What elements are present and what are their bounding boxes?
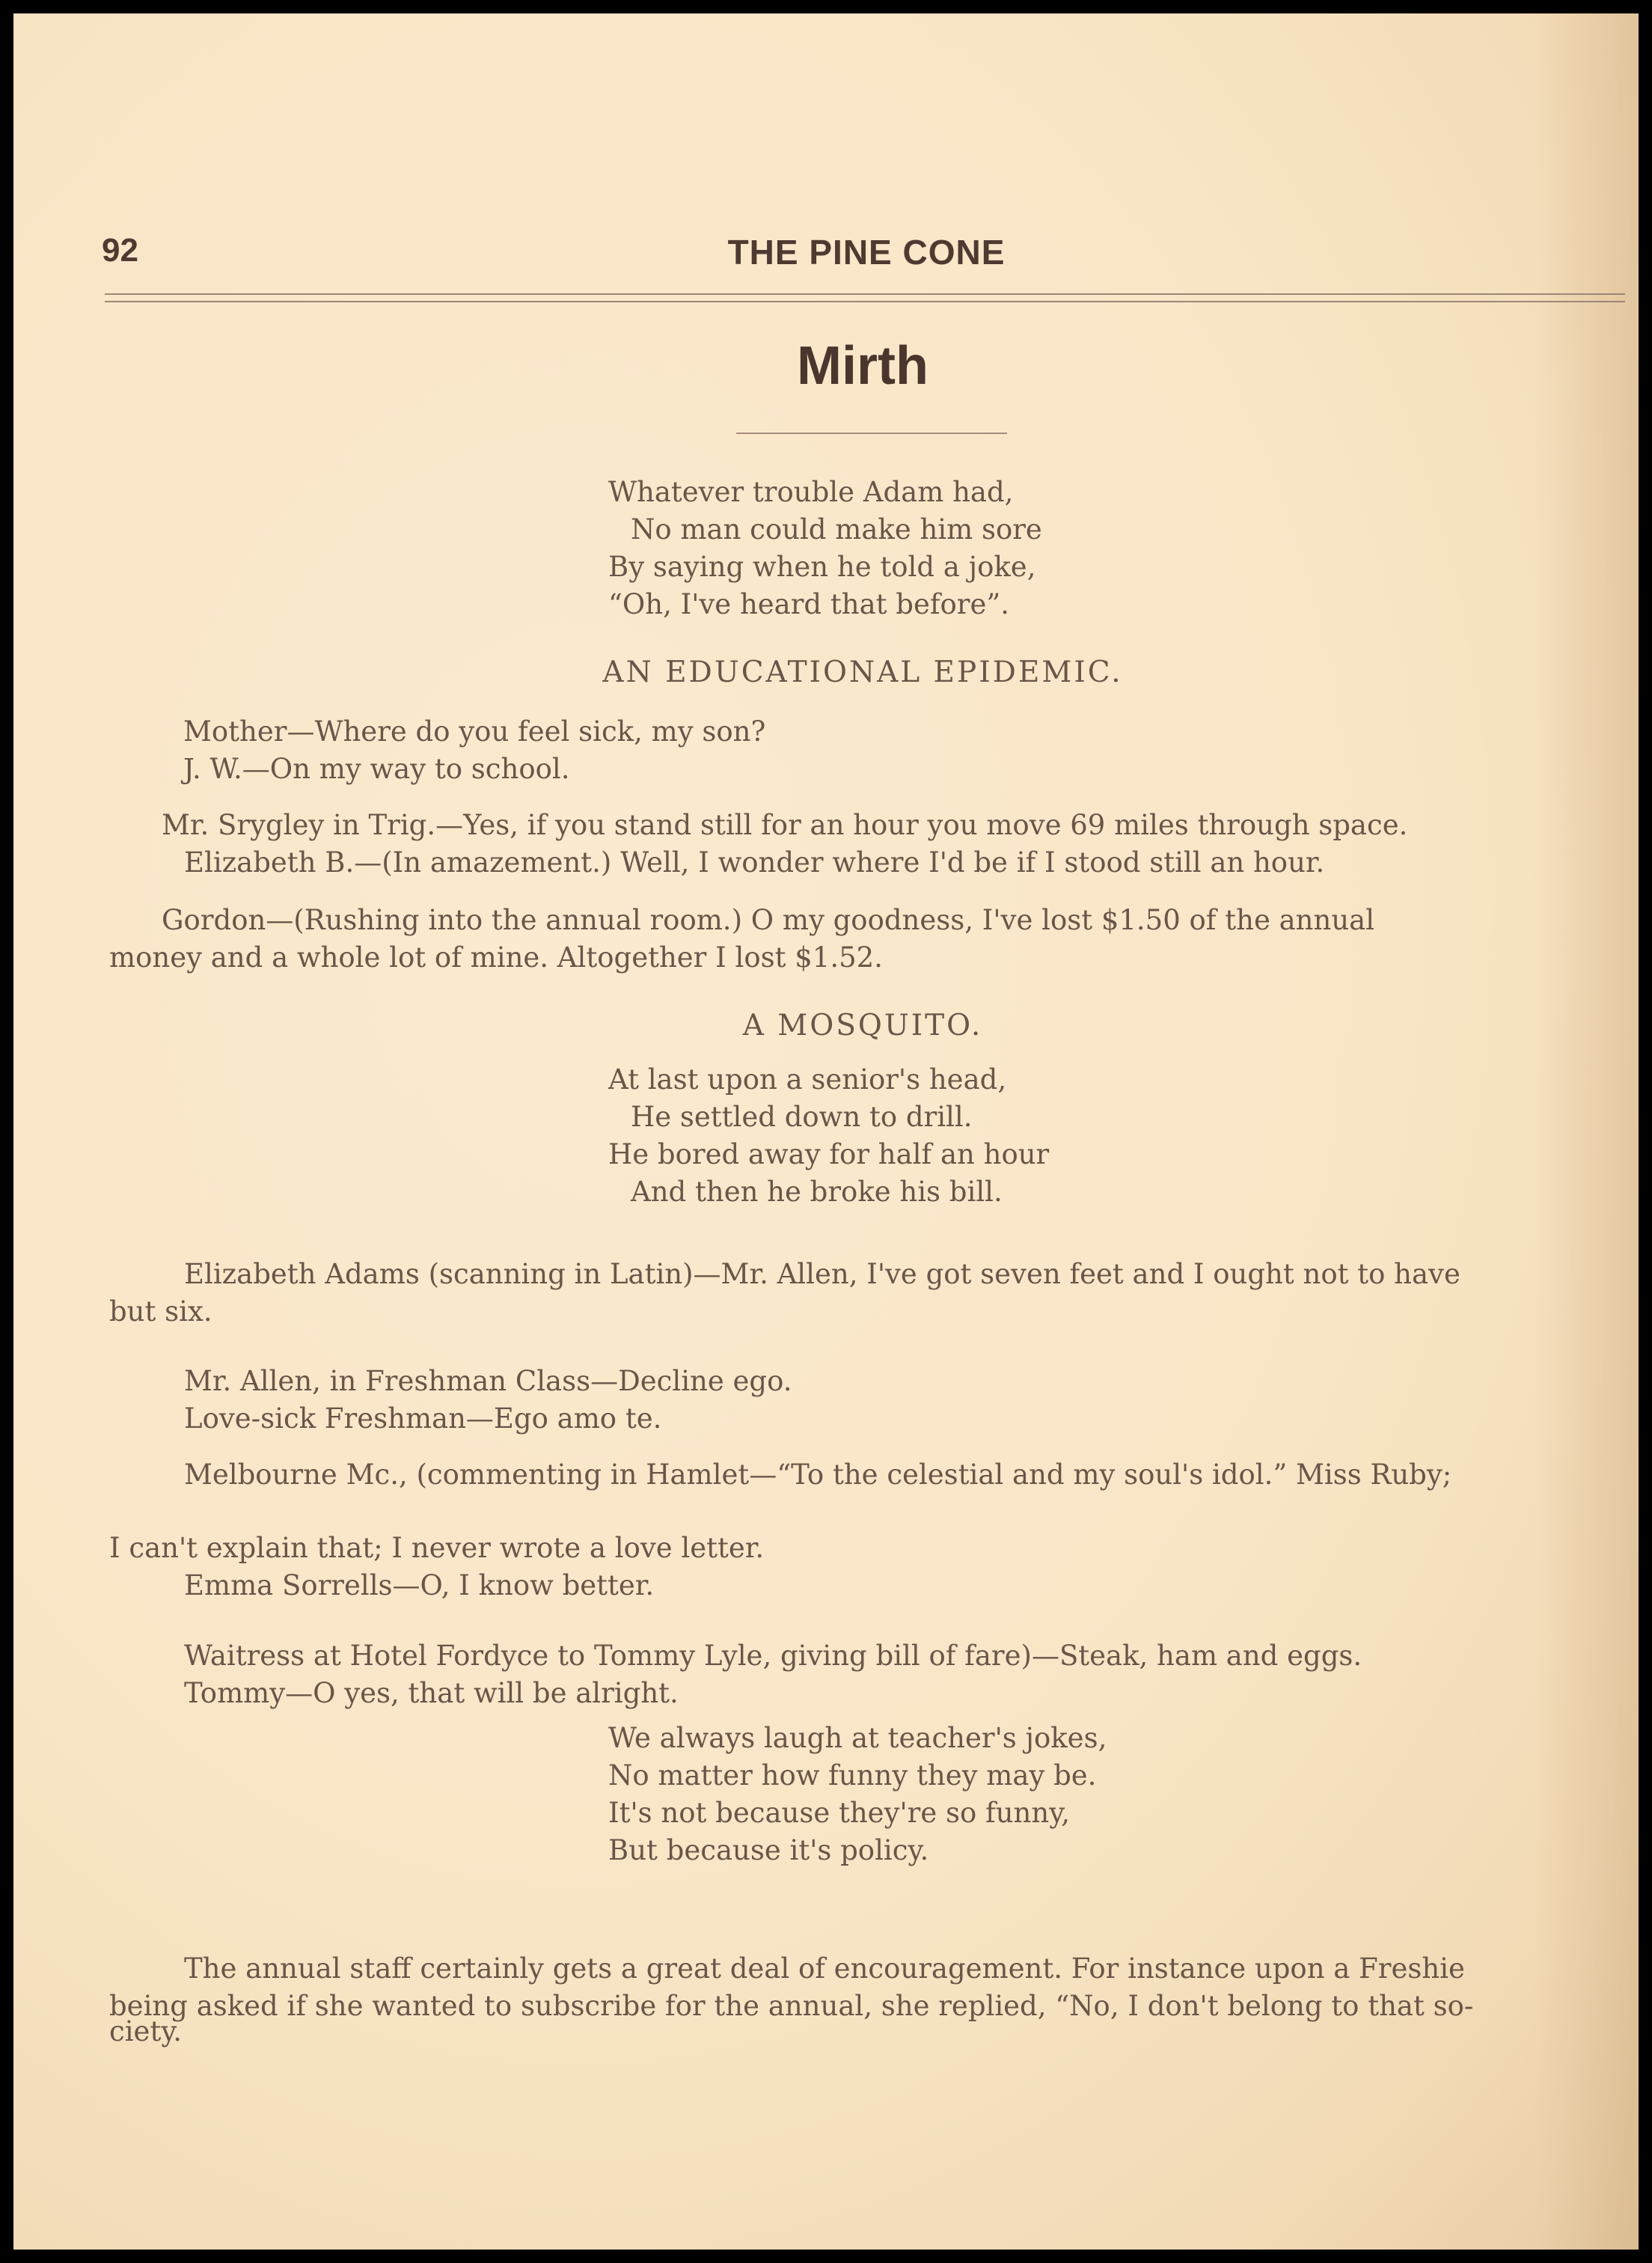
paragraph-melbourne-2 (109, 1530, 764, 1604)
dialog-allen (184, 1363, 792, 1438)
dialog-srygley (162, 807, 1407, 882)
paragraph-line: ciety. (109, 2015, 183, 2047)
dialog-line: Mr. Srygley in Trig.—Yes, if you stand still for an hour you move 69 miles through space. (162, 809, 1408, 841)
page-number: 92 (102, 232, 138, 269)
poem-line: He bored away for half an hour (608, 1138, 1050, 1170)
paragraph-line: being asked if she wanted to subscribe for the annual, she replied, “No, I don't belong to that so- (109, 1990, 1474, 2022)
paragraph-gordon (109, 902, 1628, 977)
dialog-line: Mother—Where do you feel sick, my son? (183, 715, 766, 748)
poem-line: “Oh, I've heard that before”. (608, 588, 1010, 620)
poem-line: But because it's policy. (608, 1834, 929, 1866)
paragraph-line: money and a whole lot of mine. Altogether I lost $1.52. (109, 941, 883, 974)
paragraph-line: but six. (109, 1295, 212, 1328)
poem-line: And then he broke his bill. (631, 1176, 1003, 1208)
poem-line: At last upon a senior's head, (608, 1063, 1007, 1096)
dialog-line: J. W.—On my way to school. (183, 753, 570, 785)
paragraph-melbourne-1 (184, 1456, 1451, 1494)
poem-line: Whatever trouble Adam had, (608, 476, 1014, 508)
dialog-line: Mr. Allen, in Freshman Class—Decline ego. (184, 1365, 792, 1397)
poem-line: He settled down to drill. (631, 1101, 973, 1133)
paragraph-line: The annual staff certainly gets a great deal of encouragement. For instance upon a Freshie (184, 1952, 1465, 1985)
title-rule (736, 433, 1007, 434)
dialog-line: Tommy—O yes, that will be alright. (184, 1677, 679, 1709)
poem-mosquito (608, 1061, 1049, 1211)
poem-line: No matter how funny they may be. (608, 1759, 1097, 1792)
section-heading-epidemic: AN EDUCATIONAL EPIDEMIC. (602, 656, 1123, 689)
paragraph-line: I can't explain that; I never wrote a love letter. (109, 1532, 765, 1564)
yearbook-page (13, 13, 1639, 2250)
header-rule-top (105, 293, 1625, 295)
paragraph-line: Gordon—(Rushing into the annual room.) O my goodness, I've lost $1.50 of the annual (162, 904, 1375, 936)
paragraph-line: Melbourne Mc., (commenting in Hamlet—“To the celestial and my soul's idol.” Miss Ruby; (184, 1459, 1452, 1491)
dialog-mother (183, 713, 765, 788)
paragraph-elizabeth (109, 1256, 1628, 1331)
poem-line: By saying when he told a joke, (608, 551, 1036, 583)
section-heading-mosquito: A MOSQUITO. (742, 1009, 983, 1042)
dialog-line: Elizabeth B.—(In amazement.) Well, I wonder where I'd be if I stood still an hour. (184, 846, 1325, 879)
poem-line: No man could make him sore (631, 513, 1042, 546)
header-rule-bottom (105, 301, 1625, 302)
paragraph-line: Elizabeth Adams (scanning in Latin)—Mr. Allen, I've got seven feet and I ought not to have (184, 1258, 1460, 1290)
poem-line: It's not because they're so funny, (608, 1797, 1070, 1829)
publication-title: THE PINE CONE (727, 233, 1006, 272)
paragraph-annual (109, 1950, 1628, 2050)
poem-line: We always laugh at teacher's jokes, (608, 1722, 1107, 1754)
poem-teacher (608, 1720, 1107, 1869)
poem-adam (608, 474, 1042, 623)
page-title: Mirth (797, 336, 929, 396)
dialog-line: Waitress at Hotel Fordyce to Tommy Lyle, giving bill of fare)—Steak, ham and eggs. (184, 1640, 1362, 1672)
dialog-waitress (184, 1637, 1362, 1712)
paragraph-line: Emma Sorrells—O, I know better. (184, 1569, 655, 1601)
dialog-line: Love-sick Freshman—Ego amo te. (184, 1402, 662, 1435)
